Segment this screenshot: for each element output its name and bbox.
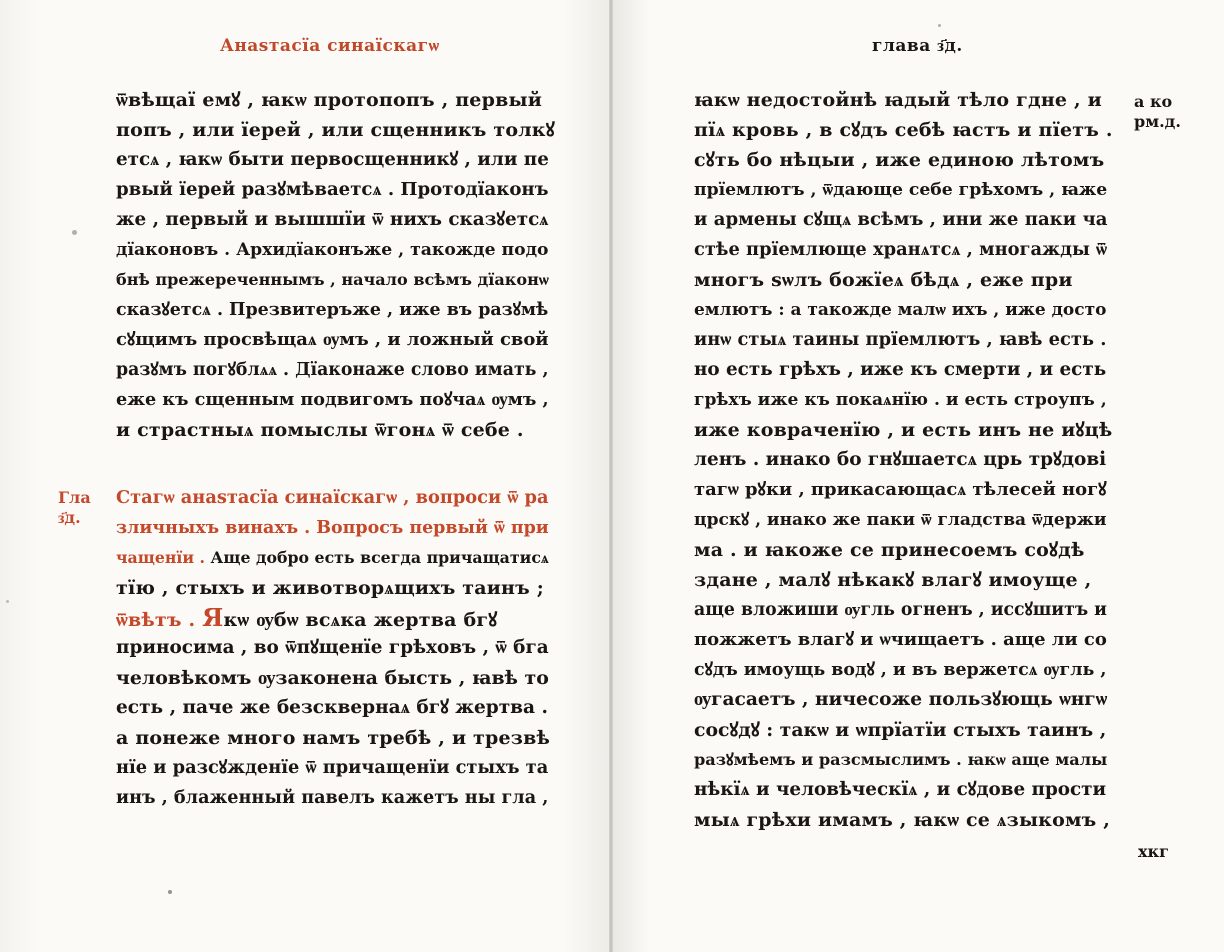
text-line: сꙋть бо нѣцыи , иже единою лѣтомъ [694, 149, 1105, 171]
red-text-line: Стагѡ анаѕтасїа синаїскагѡ , вопроси ѿ ра [116, 487, 549, 508]
text-line: дїаконовъ . Архидїаконъже , такожде подо [116, 240, 549, 260]
text-line: прїемлютъ , ѿдающе себе грѣхомъ , ꙗже [694, 180, 1108, 200]
left-text-block [116, 88, 556, 828]
text-line: и армены сꙋщѧ всѣмъ , ини же паки ча [694, 209, 1108, 230]
paper-speck [6, 600, 9, 603]
right-margin-note-line: а ко [1134, 92, 1173, 111]
text-line: сказꙋетсѧ . Презвитеръже , иже въ разꙋмѣ [116, 300, 549, 320]
left-running-head: Анаѕтасїа синаїскагѡ [220, 36, 440, 56]
text-line: сосꙋдꙋ : такѡ и ѡпрїатїи стыхъ таинъ , [694, 719, 1107, 741]
right-margin-note [1134, 92, 1181, 132]
text-line: тїю , стыхъ и животворѧщихъ таинъ ; [116, 577, 544, 599]
text-line: нїе и разсꙋжденїе ѿ причащенїи стыхъ та [116, 757, 549, 778]
text-line: разꙋмѣемъ и разсмыслимъ . ꙗкѡ аще малы [694, 750, 1108, 769]
text-line: здане , малꙋ нѣкакꙋ влагꙋ имоуще , [694, 569, 1092, 591]
drop-initial: Я [202, 603, 224, 632]
text-line: грѣхъ иже къ покаѧнїю . и есть строупъ , [694, 390, 1107, 410]
text-line: ꙗкѡ недостойнѣ ꙗдый тѣло гдне , и [694, 89, 1102, 111]
book-gutter [609, 0, 613, 952]
red-text-line: зличныхъ винахъ . Вопросъ первый ѿ при [116, 518, 549, 538]
text-line: многъ ѕѡлъ божїеѧ бѣдѧ , еже при [694, 269, 1073, 291]
text-line: ма . и ꙗкоже се принесоемъ соꙋдѣ [694, 539, 1085, 561]
left-margin-note [58, 488, 91, 528]
text-line: емлютъ : а такожде малѡ ихъ , иже досто [694, 300, 1107, 320]
text-line: еже къ сщенным подвигомъ поꙋчаѧ ѹмъ , [116, 389, 549, 410]
right-margin-note-line: рм.д. [1134, 112, 1181, 131]
left-margin-note-line: з҃д. [58, 508, 81, 527]
left-margin-note-line: Гла [58, 488, 91, 507]
text-line: разꙋмъ погꙋблѧѧ . Дїаконаже слово имать , [116, 360, 549, 380]
text-line: тагѡ рꙋки , прикасающасѧ тѣлесей ногꙋ [694, 479, 1107, 500]
text-line: мыѧ грѣхи имамъ , ꙗкѡ се ѧзыкомъ , [694, 809, 1111, 831]
text-line: бнѣ прежереченнымъ , начало всѣмъ дїаконѡ [116, 270, 549, 289]
text-line: сꙋщимъ просвѣщаѧ ѹмъ , и ложный свой [116, 329, 549, 350]
text-line: иже ковраченїю , и есть инъ не иꙋцѣ [694, 419, 1113, 441]
text-span: кѡ ѹбѡ всѧка жертва бгꙋ [223, 609, 498, 631]
mixed-text-line [116, 546, 549, 570]
text-line: ленъ . инако бо гнꙋшаетсѧ црь трꙋдові [694, 449, 1107, 470]
text-line: есть , паче же безсквернаѧ бгꙋ жертва . [116, 697, 548, 718]
paper-speck [168, 890, 172, 894]
text-line: и страстныѧ помыслы ѿгонѧ ѿ себе . [116, 419, 524, 441]
text-line: рвый їерей разꙋмѣваетсѧ . Протодїаконъ [116, 179, 549, 200]
answer-label: ѿвѣтъ . [116, 609, 196, 631]
text-line: человѣкомъ ѹзаконена бысть , ꙗвѣ то [116, 667, 549, 689]
text-line: стѣе прїемлюще хранѧтсѧ , многажды ѿ [694, 239, 1108, 260]
red-text-span: чащенїи . [116, 548, 206, 567]
text-line: сꙋдъ имоущь водꙋ , и въ вержетсѧ ѹгль , [694, 660, 1107, 680]
text-line: пожжетъ влагꙋ и ѡчищаетъ . аще ли со [694, 629, 1107, 650]
text-line: инѡ стыѧ таины прїемлютъ , ꙗвѣ есть . [694, 329, 1107, 350]
text-span: Аще добро есть всегда причащатисѧ [210, 548, 549, 567]
paper-speck [938, 24, 941, 27]
text-line: ѹгасаетъ , ничесоже пользꙋющь ѡнгѡ [694, 689, 1108, 710]
text-line: аще вложиши ѹгль огненъ , иссꙋшитъ и [694, 600, 1107, 620]
text-line: ѿвѣщаї емꙋ , ꙗкѡ протопопъ , первый [116, 89, 543, 111]
signature-mark: хкг [1138, 842, 1169, 861]
text-line: етсѧ , ꙗкѡ быти первосщенникꙋ , или пе [116, 149, 549, 170]
right-running-head: глава з҃д. [872, 36, 963, 56]
text-line: приносима , во ѿпꙋщенїе грѣховъ , ѿ бга [116, 637, 549, 658]
paper-speck [72, 230, 77, 235]
text-line: пїѧ кровь , в сꙋдъ себѣ ꙗстъ и пїетъ . [694, 119, 1113, 141]
text-line: нѣкїѧ и человѣческїѧ , и сꙋдове прости [694, 779, 1107, 800]
text-line: же , первый и вышшїи ѿ нихъ сказꙋетсѧ [116, 209, 549, 230]
text-line: попъ , или їерей , или сщенникъ толкꙋ [116, 119, 555, 141]
text-line: но есть грѣхъ , иже къ смерти , и есть [694, 359, 1107, 380]
text-line: црскꙋ , инако же паки ѿ гладства ѿдержи [694, 510, 1107, 530]
answer-line [116, 603, 498, 632]
text-line: инъ , блаженный павелъ кажетъ ны гла , [116, 787, 549, 808]
text-line: а понеже много намъ требѣ , и трезвѣ [116, 727, 551, 749]
right-text-block [694, 88, 1114, 848]
